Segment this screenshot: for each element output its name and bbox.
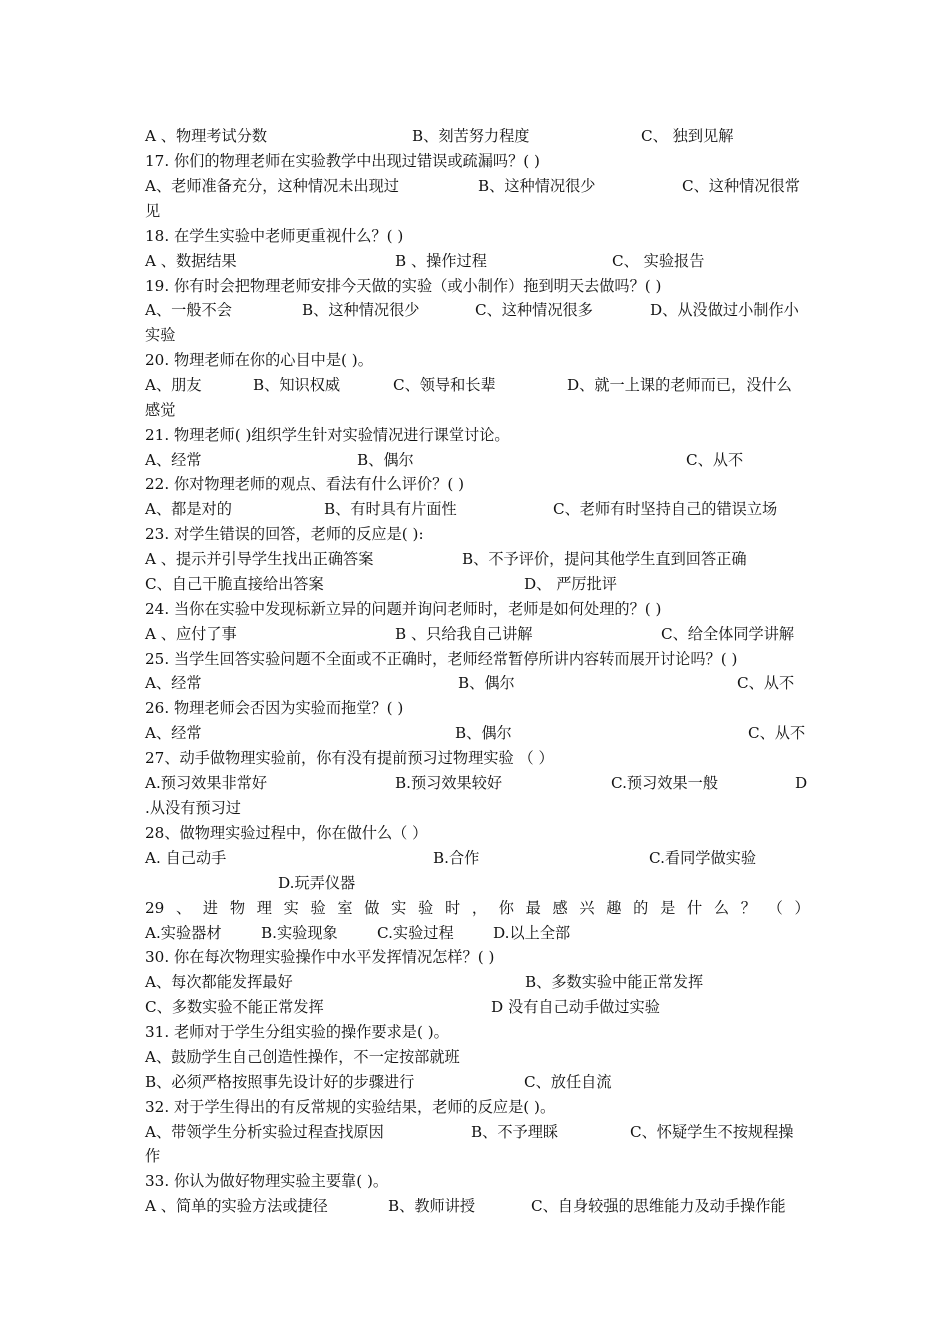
option-a: A、经常 <box>145 674 202 692</box>
option-a: A、老师准备充分，这种情况未出现过 <box>145 177 399 195</box>
question-29 <box>145 896 810 921</box>
option-c: C、从不 <box>686 451 744 469</box>
q31-options-bc <box>145 1070 810 1095</box>
q29-glyph: 时 <box>444 899 461 917</box>
option-b: B、有时具有片面性 <box>324 500 457 518</box>
q29-glyph: 最 <box>525 899 541 917</box>
q18-options <box>145 249 810 274</box>
question-24: 24. 当你在实验中发现标新立异的问题并询问老师时，老师是如何处理的？( ) <box>145 600 662 618</box>
question-32: 32. 对于学生得出的有反常规的实验结果，老师的反应是( )。 <box>145 1098 556 1116</box>
option-c: C、给全体同学讲解 <box>661 625 795 643</box>
q23-options-cd <box>145 572 810 597</box>
q24-options <box>145 622 810 647</box>
option-c: C、这种情况很多 <box>475 301 593 319</box>
q29-glyph: ） <box>794 899 810 917</box>
q29-options <box>145 921 810 946</box>
option-b: B 、只给我自己讲解 <box>395 625 533 643</box>
option-c: C、自己干脆直接给出答案 <box>145 575 324 593</box>
option-b: B 、操作过程 <box>395 252 487 270</box>
option-a: A、一般不会 <box>145 301 232 319</box>
question-31: 31. 老师对于学生分组实验的操作要求是( )。 <box>145 1023 449 1041</box>
option-a: A 、物理考试分数 <box>145 127 268 145</box>
option-a: A、每次都能发挥最好 <box>145 973 293 991</box>
option-c: C.看同学做实验 <box>649 849 757 867</box>
option-b: B.合作 <box>433 849 480 867</box>
option-a: A 、提示并引导学生找出正确答案 <box>145 550 374 568</box>
q29-glyph: 、 <box>176 899 192 917</box>
question-25: 25. 当学生回答实验问题不全面或不正确时，老师经常暂停所讲内容转而展开讨论吗？( ) <box>145 650 738 668</box>
option-a: A、经常 <box>145 724 202 742</box>
q29-glyph: 做 <box>364 899 380 917</box>
q29-glyph: 你 <box>498 899 514 917</box>
option-b: B、不予评价，提问其他学生直到回答正确 <box>462 550 747 568</box>
option-b: B、这种情况很少 <box>302 301 420 319</box>
q29-glyph: 实 <box>391 899 407 917</box>
option-c: C.预习效果一般 <box>611 774 719 792</box>
q30-options-cd <box>145 995 810 1020</box>
option-c: C、这种情况很常 <box>682 177 800 195</box>
q29-glyph: 什 <box>686 899 703 917</box>
q21-options <box>145 448 810 473</box>
q27-options <box>145 771 810 796</box>
q29-glyph: 趣 <box>606 899 622 917</box>
option-b: B、偶尔 <box>458 674 515 692</box>
q29-glyph: 是 <box>660 899 676 917</box>
option-b: B、必须严格按照事先设计好的步骤进行 <box>145 1073 415 1091</box>
q29-glyph: 感 <box>552 899 568 917</box>
option-d: D、从没做过小制作小 <box>650 301 799 319</box>
option-d: D、 严厉批评 <box>524 575 617 593</box>
option-b: B.实验现象 <box>261 924 338 942</box>
question-22: 22. 你对物理老师的观点、看法有什么评价？( ) <box>145 475 465 493</box>
q27-wrap: .从没有预习过 <box>145 799 241 817</box>
q20-options <box>145 373 810 398</box>
option-b: B、教师讲授 <box>388 1197 476 1215</box>
option-d: D、就一上课的老师而已，没什么 <box>567 376 792 394</box>
option-b: B、知识权威 <box>253 376 341 394</box>
q29-glyph: 29 <box>145 899 165 917</box>
option-c: C.实验过程 <box>377 924 454 942</box>
option-a: A.实验器材 <box>145 924 222 942</box>
q29-glyph: 的 <box>633 899 649 917</box>
q29-glyph: （ <box>767 899 783 917</box>
option-c: C、 独到见解 <box>641 127 734 145</box>
option-a: A. 自己动手 <box>145 849 227 867</box>
q29-glyph: ， <box>471 899 488 917</box>
option-a: A 、应付了事 <box>145 625 237 643</box>
q28-options-d <box>145 871 810 896</box>
option-b: B、多数实验中能正常发挥 <box>525 973 704 991</box>
option-c: C、 实验报告 <box>612 252 705 270</box>
option-d: D.以上全部 <box>493 924 571 942</box>
q29-glyph: 实 <box>283 899 299 917</box>
q29-glyph: 室 <box>337 899 353 917</box>
option-c: C、自身较强的思维能力及动手操作能 <box>531 1197 786 1215</box>
option-c: C、领导和长辈 <box>393 376 496 394</box>
option-c: C、放任自流 <box>524 1073 612 1091</box>
question-30: 30. 你在每次物理实验操作中水平发挥情况怎样？( ) <box>145 948 495 966</box>
question-20: 20. 物理老师在你的心目中是( )。 <box>145 351 373 369</box>
question-18: 18. 在学生实验中老师更重视什么？( ) <box>145 227 404 245</box>
q32-wrap: 作 <box>145 1147 161 1165</box>
question-26: 26. 物理老师会否因为实验而拖堂？( ) <box>145 699 404 717</box>
option-a: A、都是对的 <box>145 500 232 518</box>
option-d: D 没有自己动手做过实验 <box>491 998 660 1016</box>
q22-options <box>145 497 810 522</box>
q19-options <box>145 298 810 323</box>
q29-glyph: 兴 <box>579 899 595 917</box>
option-a: A.预习效果非常好 <box>145 774 268 792</box>
option-c: C、从不 <box>748 724 806 742</box>
option-b: B、偶尔 <box>357 451 414 469</box>
option-a: A、带领学生分析实验过程查找原因 <box>145 1123 384 1141</box>
option-a: A 、数据结果 <box>145 252 237 270</box>
q29-glyph: 验 <box>418 899 434 917</box>
question-28: 28、做物理实验过程中，你在做什么（ ） <box>145 824 428 842</box>
question-17: 17. 你们的物理老师在实验教学中出现过错误或疏漏吗？( ) <box>145 152 540 170</box>
option-b: B.预习效果较好 <box>395 774 503 792</box>
q17-options <box>145 174 810 199</box>
option-a: A、朋友 <box>145 376 202 394</box>
q29-glyph: 进 <box>202 899 219 917</box>
q29-glyph: 么 <box>713 899 730 917</box>
question-27: 27、动手做物理实验前，你有没有提前预习过物理实验 （ ） <box>145 749 554 767</box>
q28-options <box>145 846 810 871</box>
q26-options <box>145 721 810 746</box>
q20-wrap: 感觉 <box>145 401 176 419</box>
option-b: B、不予理睬 <box>471 1123 559 1141</box>
option-c: C、多数实验不能正常发挥 <box>145 998 324 1016</box>
q29-glyph: 理 <box>256 899 272 917</box>
option-d: D <box>795 774 808 792</box>
question-21: 21. 物理老师( )组织学生针对实验情况进行课堂讨论。 <box>145 426 510 444</box>
option-d: D.玩弄仪器 <box>278 874 356 892</box>
question-23: 23. 对学生错误的回答，老师的反应是( ): <box>145 525 424 543</box>
option-c: C、怀疑学生不按规程操 <box>630 1123 794 1141</box>
q17-wrap: 见 <box>145 202 161 220</box>
q25-options <box>145 671 810 696</box>
option-a: A、经常 <box>145 451 202 469</box>
option-b: B、偶尔 <box>455 724 512 742</box>
q29-glyph: ？ <box>740 899 756 917</box>
q33-options <box>145 1194 810 1219</box>
option-b: B、刻苦努力程度 <box>412 127 530 145</box>
option-b: B、这种情况很少 <box>478 177 596 195</box>
q31-option-a: A、鼓励学生自己创造性操作，不一定按部就班 <box>145 1048 460 1066</box>
question-19: 19. 你有时会把物理老师安排今天做的实验（或小制作）拖到明天去做吗？( ) <box>145 277 662 295</box>
q16-options <box>145 124 810 149</box>
q19-wrap: 实验 <box>145 326 176 344</box>
q29-glyph: 验 <box>310 899 326 917</box>
option-c: C、从不 <box>737 674 795 692</box>
question-33: 33. 你认为做好物理实验主要靠( )。 <box>145 1172 389 1190</box>
option-a: A 、简单的实验方法或捷径 <box>145 1197 328 1215</box>
q30-options-ab <box>145 970 810 995</box>
option-c: C、老师有时坚持自己的错误立场 <box>553 500 778 518</box>
q29-glyph: 物 <box>229 899 245 917</box>
q23-options-ab <box>145 547 810 572</box>
q32-options <box>145 1120 810 1145</box>
